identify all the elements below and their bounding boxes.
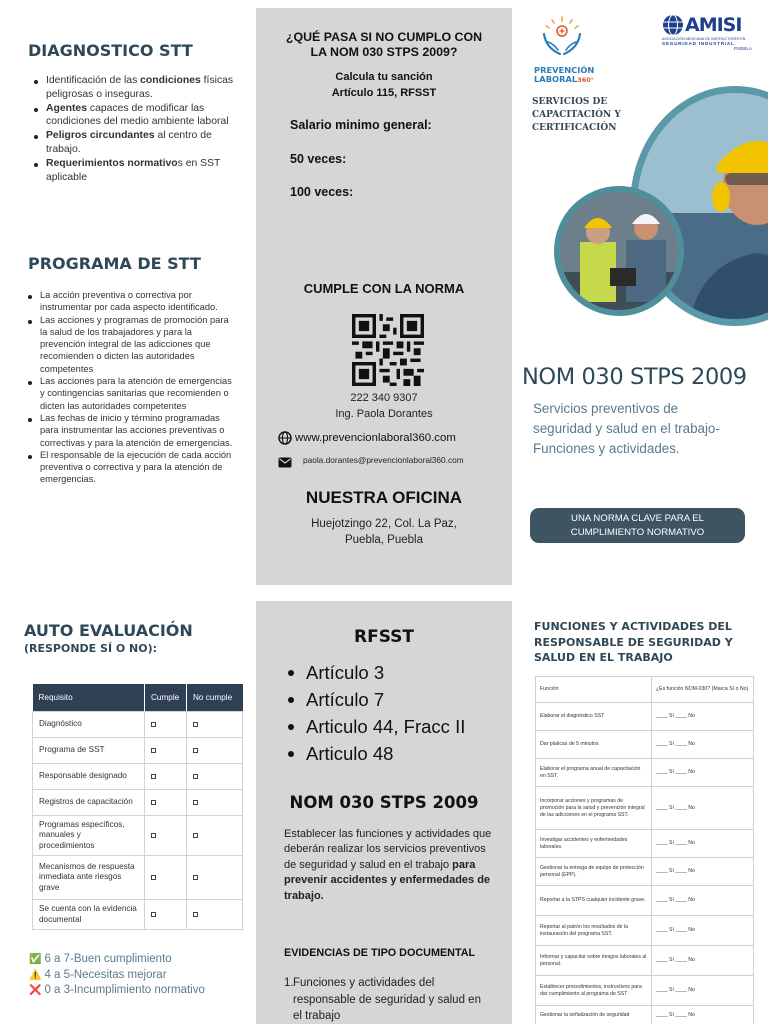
portada-descripcion: Servicios preventivos de seguridad y salud en el trabajo-Funciones y actividades. [533,401,720,456]
no-cumple-checkbox[interactable] [193,912,198,917]
oficina-title: NUESTRA OFICINA [305,488,463,507]
norma-clave-badge: UNA NORMA CLAVE PARA EL CUMPLIMIENTO NORMATIVO [530,508,745,543]
cumple-checkbox[interactable] [151,774,156,779]
funcion-cell: Elaborar el programa anual de capacitación en SST. [536,759,652,787]
no-cumple-checkbox[interactable] [193,875,198,880]
cumple-checkbox[interactable] [151,748,156,753]
no-cumple-cell [187,856,243,900]
no-cumple-cell [187,711,243,737]
cross-icon: ❌ [29,985,42,996]
puntuacion-leyenda [29,952,205,999]
articulo-text: Artículo 3 [306,662,385,683]
respuesta-cell[interactable]: ____ Sí ____ No [652,976,754,1006]
table-row [536,976,754,1006]
programa-item: Las acciones y programas de promoción para la salud de los trabajadores y para la prevención integral de las adicciones que recomienden o dicten las autoridades competentes [26,314,236,375]
cumple-checkbox[interactable] [151,722,156,727]
diagnostico-list [32,74,240,184]
no-cumple-cell [187,763,243,789]
respuesta-cell[interactable]: ____ Sí ____ No [652,916,754,946]
autoevaluacion-title: AUTO EVALUACIÓN [24,621,193,640]
respuesta-cell[interactable]: ____ Sí ____ No [652,731,754,759]
evidencia-text: Funciones y actividades del responsable de seguridad y salud en el trabajo [293,977,481,1022]
autoevaluacion-table [32,684,243,930]
puntuacion-text: 0 a 3-Incumplimiento normativo [44,984,205,996]
diagnostico-item-text: físicas peligrosas o inseguras. [46,75,234,100]
contacto-nombre: Ing. Paola Dorantes [335,408,433,420]
articulo-text: Articulo 48 [306,743,394,764]
respuesta-cell[interactable]: ____ Sí ____ No [652,946,754,976]
funcion-cell: Elaborar el diagnóstico SST [536,703,652,731]
articulos-list [286,659,465,767]
evidencias-title: EVIDENCIAS DE TIPO DOCUMENTAL [284,947,476,959]
salario-label: Salario minimo general: [290,118,432,132]
cumple-cell [145,789,187,815]
funcion-cell: Gestionar la entrega de equipo de protección personal (EPP). [536,858,652,886]
funcion-cell: Informar y capacitar sobre riesgos laborales al personal. [536,946,652,976]
table-row [536,916,754,946]
table-row [536,1006,754,1024]
table-row [33,763,243,789]
articulo-item [286,740,465,767]
funcion-cell: Dar platicas de 5 minutos [536,731,652,759]
funcion-cell: Reportar a la STPS cualquier incidente grave. [536,886,652,916]
no-cumple-cell [187,900,243,930]
cumple-cell [145,815,187,856]
diagnostico-item [32,102,240,130]
evidencias-list [284,975,484,1024]
foto-trabajadores-pequena [554,186,684,316]
articulo-item [286,686,465,713]
telefono[interactable]: 222 340 9307 [350,392,418,404]
programa-item: Las fechas de inicio y término programadas para instrumentar las acciones preventivas o correctivas y para la atención de emergencias. [26,412,236,449]
articulo-text: Artículo 7 [306,689,385,710]
cumple-cell [145,856,187,900]
table-row [536,703,754,731]
mail-icon [278,455,292,473]
col-funcion: Función [536,677,652,703]
no-cumple-checkbox[interactable] [193,833,198,838]
table-row [33,737,243,763]
programa-item: Las acciones para la atención de emergencias y contingencias sanitarias que recomienden o dicten las autoridades competentes [26,375,236,412]
table-row [536,759,754,787]
amisi-name: AMISI [685,14,742,36]
respuesta-cell[interactable]: ____ Sí ____ No [652,830,754,858]
diagnostico-item-text: Identificación de las [46,75,141,86]
amisi-sub-1: ASOCIACIÓN MEXICANA DE INSTRUCTORES EN [662,37,746,41]
panel-diagnostico [0,0,256,590]
bullet-icon [288,697,294,703]
no-cumple-cell [187,789,243,815]
bullet-icon [288,724,294,730]
cincuenta-veces-label: 50 veces: [290,152,347,166]
table-row [536,886,754,916]
table-row [33,900,243,930]
pregunta-sancion: ¿QUÉ PASA SI NO CUMPLO CON LA NOM 030 STPS 2009? [285,30,483,59]
funcion-cell: Gestionar la señalización de seguridad [536,1006,652,1024]
requisito-cell: Programas específicos, manuales y procedimientos [33,815,145,856]
col-no-cumple: No cumple [193,692,233,702]
cumple-cell [145,737,187,763]
funciones-table [535,676,754,1024]
cumple-cell [145,900,187,930]
evidencia-item [284,975,484,1024]
diagnostico-item-text: al centro de trabajo. [46,130,212,155]
articulo-text: Articulo 44, Fracc II [306,716,466,737]
requisito-cell: Diagnóstico [33,711,145,737]
diagnostico-item-text: capaces de modificar las condiciones del medio ambiente laboral [46,102,229,128]
logo-prevencion-laboral [534,16,595,84]
col-es-funcion: ¿Es función NOM-030? (Marca Sí o No) [652,677,754,703]
table-row [536,830,754,858]
cumple-cell [145,711,187,737]
bullet-icon [288,670,294,676]
puntuacion-text: 4 a 5-Necesitas mejorar [44,968,167,981]
respuesta-cell[interactable]: ____ Sí ____ No [652,858,754,886]
diagnostico-item-text: s en SST aplicable [46,157,221,183]
diagnostico-item [32,157,240,185]
evidencia-number: 1. [284,977,294,989]
calcula-linea-2: Artículo 115, RFSST [331,87,437,99]
email-link[interactable]: paola.dorantes@prevencionlaboral360.com [303,455,464,465]
table-row [536,858,754,886]
respuesta-cell[interactable]: ____ Sí ____ No [652,787,754,830]
panel-portada [512,0,768,590]
panel-funciones [512,600,768,1024]
table-row [536,946,754,976]
nom-title: NOM 030 STPS 2009 [289,793,479,812]
puntuacion-text: 6 a 7-Buen cumplimiento [44,953,172,965]
nom-descripcion-bold: para prevenir accidentes y enfermedades de trabajo. [284,858,491,902]
logo-amisi [662,14,752,64]
respuesta-cell[interactable]: ____ Sí ____ No [652,703,754,731]
table-row [33,815,243,856]
no-cumple-checkbox[interactable] [193,722,198,727]
qr-code-icon[interactable] [352,314,424,386]
diagnostico-item-bold: Requerimientos normativo [46,157,178,169]
cumple-norma-title: CUMPLE CON LA NORMA [303,281,465,296]
cumple-checkbox[interactable] [151,875,156,880]
logo-text-prevencion: PREVENCIÓN [534,65,595,75]
requisito-cell: Programa de SST [33,737,145,763]
cumple-checkbox[interactable] [151,912,156,917]
requisito-cell: Mecanismos de respuesta inmediata ante riesgos grave [33,856,145,900]
bullet-icon [288,751,294,757]
autoevaluacion-subtitle: (RESPONDE SÍ O NO): [24,642,158,655]
nom-descripcion [284,827,498,904]
table-row [536,787,754,830]
hands-heart-icon [534,16,590,56]
col-requisito: Requisito [33,684,145,711]
calcula-linea-1: Calcula tu sanción [335,71,433,83]
globe-icon [278,431,292,450]
check-icon: ✅ [29,954,42,965]
warning-icon: ⚠️ [29,969,42,981]
diagnostico-item-bold: Peligros circundantes [46,130,155,142]
sitio-web-link[interactable]: www.prevencionlaboral360.com [295,432,456,444]
funcion-cell: Reportar al patrón los resultados de la instauración del programa SST. [536,916,652,946]
diagnostico-item-bold: Agentes [46,102,87,114]
cien-veces-label: 100 veces: [290,185,354,199]
logo-text-360: 360° [577,76,595,84]
diagnostico-title: DIAGNOSTICO STT [28,41,193,60]
puntuacion-item [29,983,205,999]
table-row [33,856,243,900]
cumple-checkbox[interactable] [151,800,156,805]
respuesta-cell[interactable]: ____ Sí ____ No [652,886,754,916]
funcion-cell: Establecer procedimientos, instructivos para dar cumplimiento al programa de SST [536,976,652,1006]
table-row [33,711,243,737]
nom-descripcion-text: Establecer las funciones y actividades que deberán realizar los servicios preventivos de seguridad y salud en el trabajo [284,828,492,871]
servicios-title: SERVICIOS DE CAPACITACIÓN Y CERTIFICACIÓN [532,97,621,133]
articulo-item [286,713,465,740]
programa-title: PROGRAMA DE STT [28,254,201,273]
table-row [536,731,754,759]
panel-autoevaluacion [0,600,256,1024]
direccion-linea-1: Huejotzingo 22, Col. La Paz, [311,518,457,530]
puntuacion-item [29,952,205,968]
direccion-linea-2: Puebla, Puebla [344,534,423,546]
articulo-item [286,659,465,686]
respuesta-cell[interactable]: ____ Sí ____ No [652,759,754,787]
funciones-title: FUNCIONES Y ACTIVIDADES DEL RESPONSABLE DE SEGURIDAD Y SALUD EN EL TRABAJO [534,620,733,664]
programa-list [26,289,236,486]
cumple-cell [145,763,187,789]
requisito-cell: Se cuenta con la evidencia documental [33,900,145,930]
puntuacion-item [29,968,205,984]
portada-title: NOM 030 STPS 2009 [522,364,747,390]
amisi-city: PUEBLA [733,46,752,51]
requisito-cell: Registros de capacitación [33,789,145,815]
table-row [33,789,243,815]
requisito-cell: Responsable designado [33,763,145,789]
no-cumple-cell [187,815,243,856]
cumple-checkbox[interactable] [151,833,156,838]
panel-contacto [256,8,512,585]
logo-text-laboral: LABORAL [534,74,578,84]
no-cumple-checkbox[interactable] [193,800,198,805]
programa-item: La acción preventiva o correctiva por instrumentar por cada aspecto identificado. [26,289,236,314]
funcion-cell: Investigar accidentes y enfermedades laborales. [536,830,652,858]
col-cumple: Cumple [145,684,187,711]
diagnostico-item [32,74,240,102]
no-cumple-checkbox[interactable] [193,774,198,779]
rfsst-title: RFSST [353,627,415,647]
diagnostico-item-bold: condiciones [140,75,201,86]
globe-logo-icon [662,14,684,36]
amisi-sub-2: SEGURIDAD INDUSTRIAL [662,41,735,46]
no-cumple-checkbox[interactable] [193,748,198,753]
respuesta-cell[interactable]: ____ Sí ____ No [652,1006,754,1024]
programa-item: El responsable de la ejecución de cada acción preventiva o correctiva y para la atención de emergencias. [26,449,236,486]
panel-rfsst [256,601,512,1024]
diagnostico-item [32,129,240,157]
funcion-cell: Incorporar acciones y programas de promoción para la salud y prevención integral de las adicciones en el programa SST. [536,787,652,830]
no-cumple-cell [187,737,243,763]
